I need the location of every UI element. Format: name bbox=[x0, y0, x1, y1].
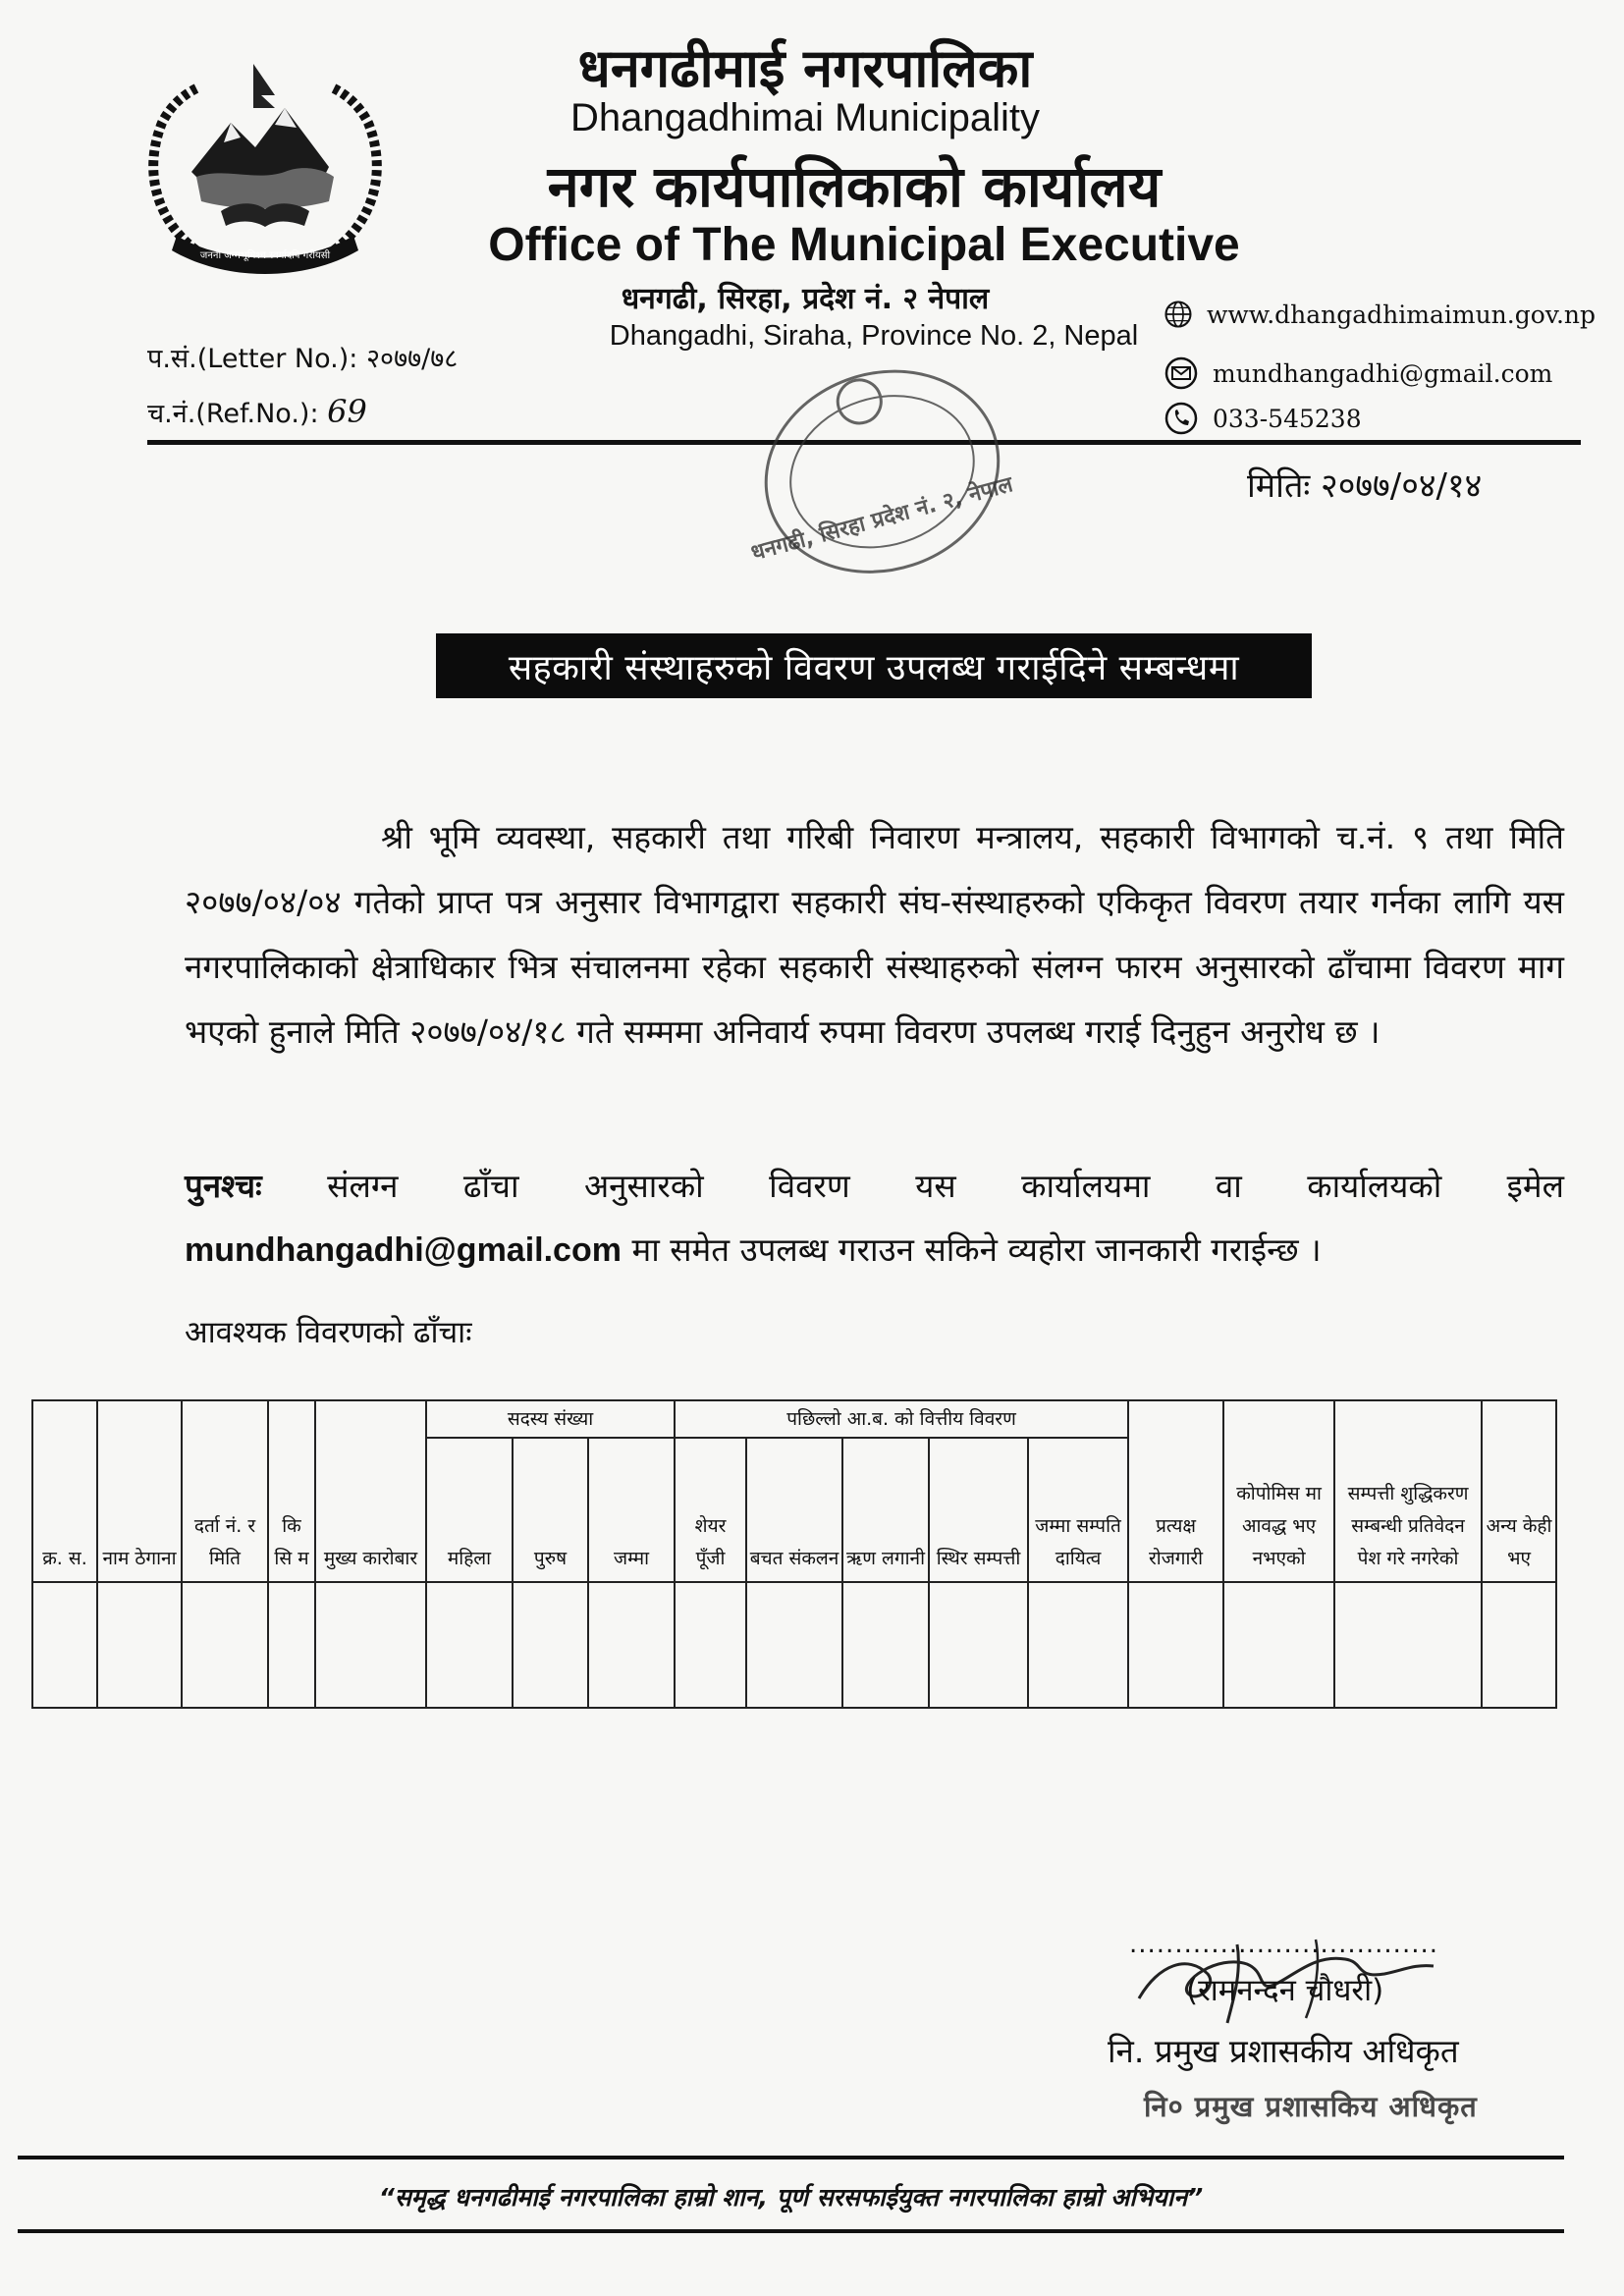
col-header-audit: सम्पत्ती शुद्धिकरण सम्बन्धी प्रतिवेदन पेश गरे नगरेको bbox=[1334, 1400, 1482, 1582]
table-cell[interactable] bbox=[1028, 1582, 1128, 1708]
municipality-name-english: Dhangadhimai Municipality bbox=[569, 96, 1041, 139]
col-header-business: मुख्य कारोबार bbox=[315, 1400, 426, 1582]
col-header-name: नाम ठेगाना bbox=[97, 1400, 182, 1582]
date-value: २०७७/०४/१४ bbox=[1321, 466, 1483, 506]
table-cell[interactable] bbox=[1334, 1582, 1482, 1708]
globe-icon bbox=[1164, 297, 1193, 332]
table-cell[interactable] bbox=[32, 1582, 97, 1708]
col-header-total-assets: जम्मा सम्पति दायित्व bbox=[1028, 1438, 1128, 1582]
col-header-member-total: जम्मा bbox=[588, 1438, 675, 1582]
col-header-female: महिला bbox=[426, 1438, 513, 1582]
table-cell[interactable] bbox=[182, 1582, 268, 1708]
body-paragraph: श्री भूमि व्यवस्था, सहकारी तथा गरिबी निवारण मन्त्रालय, सहकारी विभागको च.नं. ९ तथा मिति २०७७/०४/०४ गतेको प्राप्त पत्र अनुसार विभागद्वारा सहकारी संघ-संस्थाहरुको एकिकृत विवरण तयार गर्नका लागि यस नगरपालिकाको क्षेत्राधिकार भित्र संचालनमा रहेका सहकारी संस्थाहरुको संलग्न फारम अनुसारको ढाँचामा विवरण माग भएको हुनाले मिति २०७७/०४/१८ गते सम्ममा अनिवार्य रुपमा विवरण उपलब्ध गराई दिनुहुन अनुरोध छ । bbox=[185, 818, 1564, 1051]
signatory-name: (रामनन्दन चौधरी) bbox=[1186, 1973, 1384, 2008]
table-cell[interactable] bbox=[513, 1582, 588, 1708]
table-cell[interactable] bbox=[675, 1582, 746, 1708]
col-header-sn: क्र. स. bbox=[32, 1400, 97, 1582]
ps-email-link[interactable]: mundhangadhi@gmail.com bbox=[185, 1231, 622, 1269]
table-cell[interactable] bbox=[842, 1582, 929, 1708]
signatory-title: नि. प्रमुख प्रशासकीय अधिकृत bbox=[1108, 2032, 1459, 2070]
table-cell[interactable] bbox=[97, 1582, 182, 1708]
ps-text-continued: मा समेत उपलब्ध गराउन सकिने व्यहोरा जानकारी गराईन्छ । bbox=[631, 1230, 1322, 1269]
contact-email bbox=[1164, 354, 1596, 393]
ps-text: संलग्न ढाँचा अनुसारको विवरण यस कार्यालयमा वा कार्यालयको इमेल bbox=[327, 1167, 1564, 1205]
footer-divider-top bbox=[18, 2156, 1564, 2159]
address-english: Dhangadhi, Siraha, Province No. 2, Nepal bbox=[609, 320, 1139, 352]
municipality-name-nepali: धनगढीमाई नगरपालिका bbox=[577, 37, 1033, 99]
table-cell[interactable] bbox=[1223, 1582, 1334, 1708]
date-label: मितिः bbox=[1247, 466, 1311, 506]
table-cell[interactable] bbox=[1482, 1582, 1556, 1708]
ps-label: पुनश्चः bbox=[185, 1167, 262, 1205]
ps-paragraph-line2 bbox=[185, 1218, 1564, 1283]
col-header-type: कि सि म bbox=[268, 1400, 315, 1582]
col-header-fixed-assets: स्थिर सम्पत्ती bbox=[929, 1438, 1028, 1582]
footer-divider-bottom bbox=[18, 2229, 1564, 2233]
ref-number-label: च.नं.(Ref.No.): bbox=[147, 399, 319, 429]
group-header-members: सदस्य संख्या bbox=[426, 1400, 675, 1438]
col-header-loan: ऋण लगानी bbox=[842, 1438, 929, 1582]
contact-website bbox=[1164, 295, 1596, 334]
table-cell[interactable] bbox=[315, 1582, 426, 1708]
svg-text:जननी जन्मभूमिश्च स्वर्गादपि गर: जननी जन्मभूमिश्च स्वर्गादपि गरीयसी bbox=[199, 250, 331, 261]
office-stamp bbox=[746, 354, 1021, 599]
letter-number bbox=[147, 339, 458, 375]
email-text[interactable]: mundhangadhi@gmail.com bbox=[1213, 358, 1553, 388]
website-text[interactable]: www.dhangadhimaimun.gov.np bbox=[1206, 300, 1596, 329]
address-nepali: धनगढी, सिरहा, प्रदेश नं. २ नेपाल bbox=[621, 282, 990, 316]
office-name-nepali: नगर कार्यपालिकाको कार्यालय bbox=[547, 153, 1162, 220]
table-cell[interactable] bbox=[929, 1582, 1028, 1708]
phone-text[interactable]: 033-545238 bbox=[1213, 404, 1362, 433]
table-cell[interactable] bbox=[268, 1582, 315, 1708]
table-cell[interactable] bbox=[1128, 1582, 1223, 1708]
table-cell[interactable] bbox=[426, 1582, 513, 1708]
letter-number-value: २०७७/७८ bbox=[365, 344, 459, 374]
col-header-employment: प्रत्यक्ष रोजगारी bbox=[1128, 1400, 1223, 1582]
nepal-emblem-logo bbox=[137, 54, 393, 290]
format-heading: आवश्यक विवरणको ढाँचाः bbox=[185, 1315, 472, 1350]
letter-date bbox=[1247, 462, 1482, 507]
col-header-male: पुरुष bbox=[513, 1438, 588, 1582]
ps-paragraph-line1 bbox=[185, 1154, 1564, 1219]
envelope-icon bbox=[1164, 355, 1199, 391]
ref-number-value: 69 bbox=[327, 393, 367, 430]
cooperative-details-form-table bbox=[31, 1399, 1557, 1709]
letter-number-label: प.सं.(Letter No.): bbox=[147, 344, 358, 374]
table-cell[interactable] bbox=[746, 1582, 842, 1708]
office-name-english: Office of The Municipal Executive bbox=[488, 219, 1240, 271]
col-header-other: अन्य केही भए bbox=[1482, 1400, 1556, 1582]
phone-icon bbox=[1164, 401, 1199, 436]
signatory-stamp-title: नि० प्रमुख प्रशासकिय अधिकृत bbox=[1144, 2090, 1478, 2123]
signature-dotted-line: .................................. bbox=[1129, 1930, 1438, 1959]
table-row bbox=[32, 1582, 1556, 1708]
col-header-share: शेयर पूँजी bbox=[675, 1438, 746, 1582]
contact-phone bbox=[1164, 399, 1596, 438]
ref-number bbox=[147, 393, 367, 430]
svg-text:धनगढी, सिरहा प्रदेश नं. २, नेप: धनगढी, सिरहा प्रदेश नं. २, नेपाल bbox=[748, 472, 1016, 567]
col-header-saving: बचत संकलन bbox=[746, 1438, 842, 1582]
group-header-finance: पछिल्लो आ.ब. को वित्तीय विवरण bbox=[675, 1400, 1128, 1438]
table-cell[interactable] bbox=[588, 1582, 675, 1708]
col-header-registration: दर्ता नं. र मिति bbox=[182, 1400, 268, 1582]
col-header-copomis: कोपोमिस मा आवद्ध भए नभएको bbox=[1223, 1400, 1334, 1582]
subject-heading: सहकारी संस्थाहरुको विवरण उपलब्ध गराईदिने सम्बन्धमा bbox=[436, 633, 1312, 698]
footer-slogan: “समृद्ध धनगढीमाई नगरपालिका हाम्रो शान, पूर्ण सरसफाईयुक्त नगरपालिका हाम्रो अभियान” bbox=[378, 2183, 1204, 2212]
